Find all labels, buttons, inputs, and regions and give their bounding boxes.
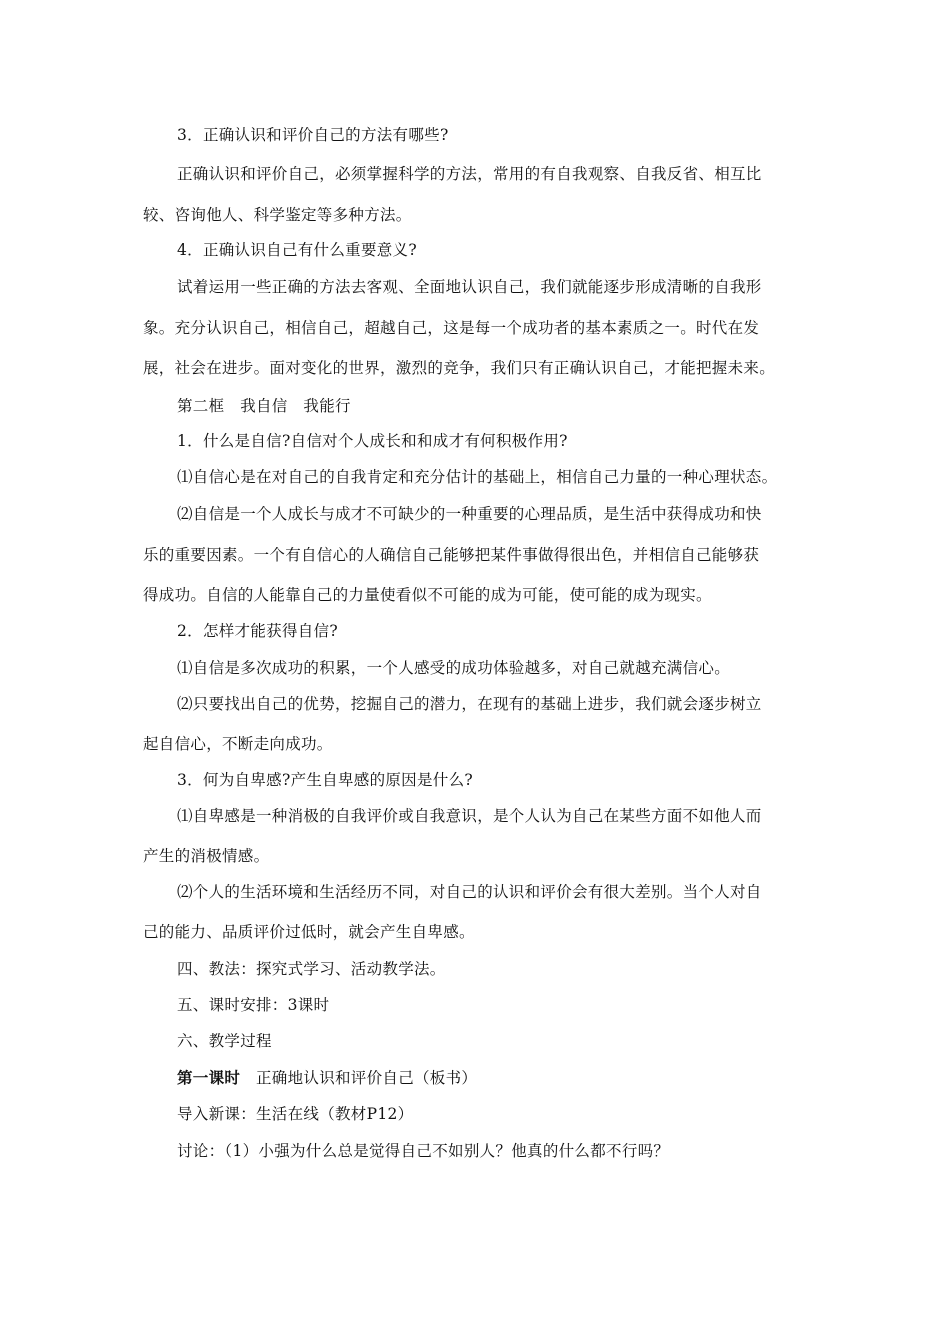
paragraph-line: 产生的消极情感。	[143, 847, 270, 865]
lesson-heading-rest: 正确地认识和评价自己（板书）	[240, 1069, 478, 1087]
paragraph-line: 乐的重要因素。一个有自信心的人确信自己能够把某件事做得很出色，并相信自己能够获	[143, 546, 760, 564]
question-heading: 3．何为自卑感?产生自卑感的原因是什么?	[177, 771, 473, 789]
section-heading: 四、教法：探究式学习、活动教学法。	[177, 960, 446, 978]
paragraph-line: 象。充分认识自己，相信自己，超越自己，这是每一个成功者的基本素质之一。时代在发	[143, 319, 760, 337]
paragraph-line: ⑵自信是一个人成长与成才不可缺少的一种重要的心理品质，是生活中获得成功和快	[177, 505, 762, 523]
paragraph-line: ⑴自信心是在对自己的自我肯定和充分估计的基础上，相信自己力量的一种心理状态。	[177, 468, 778, 486]
paragraph-line: ⑴自卑感是一种消极的自我评价或自我意识，是个人认为自己在某些方面不如他人而	[177, 807, 762, 825]
paragraph-line: 己的能力、品质评价过低时，就会产生自卑感。	[143, 923, 475, 941]
paragraph-line: 展，社会在进步。面对变化的世界，激烈的竞争，我们只有正确认识自己，才能把握未来。	[143, 359, 776, 377]
paragraph-line: ⑴自信是多次成功的积累，一个人感受的成功体验越多，对自己就越充满信心。	[177, 659, 731, 677]
paragraph-line: 正确认识和评价自己，必须掌握科学的方法，常用的有自我观察、自我反省、相互比	[177, 165, 762, 183]
paragraph-line: 较、咨询他人、科学鉴定等多种方法。	[143, 206, 412, 224]
paragraph-line: 试着运用一些正确的方法去客观、全面地认识自己，我们就能逐步形成清晰的自我形	[177, 278, 762, 296]
section-heading: 第二框 我自信 我能行	[177, 397, 351, 415]
question-heading: 1．什么是自信?自信对个人成长和和成才有何积极作用?	[177, 432, 568, 450]
paragraph-line: 得成功。自信的人能靠自己的力量使看似不可能的成为可能，使可能的成为现实。	[143, 586, 712, 604]
lesson-heading-bold: 第一课时	[177, 1068, 241, 1087]
section-heading: 五、课时安排：3课时	[177, 996, 330, 1014]
question-heading: 4．正确认识自己有什么重要意义?	[177, 241, 417, 259]
lesson-heading	[177, 1068, 477, 1088]
question-heading: 2．怎样才能获得自信?	[177, 622, 338, 640]
section-heading: 六、教学过程	[177, 1032, 272, 1050]
paragraph-line: ⑵个人的生活环境和生活经历不同，对自己的认识和评价会有很大差别。当个人对自	[177, 883, 762, 901]
question-heading: 3．正确认识和评价自己的方法有哪些?	[177, 126, 449, 144]
paragraph-line: 起自信心，不断走向成功。	[143, 735, 333, 753]
paragraph-line: 讨论：（1）小强为什么总是觉得自己不如别人？他真的什么都不行吗？	[177, 1142, 670, 1160]
paragraph-line: ⑵只要找出自己的优势，挖掘自己的潜力，在现有的基础上进步，我们就会逐步树立	[177, 695, 762, 713]
paragraph-line: 导入新课：生活在线（教材P12）	[177, 1105, 414, 1123]
